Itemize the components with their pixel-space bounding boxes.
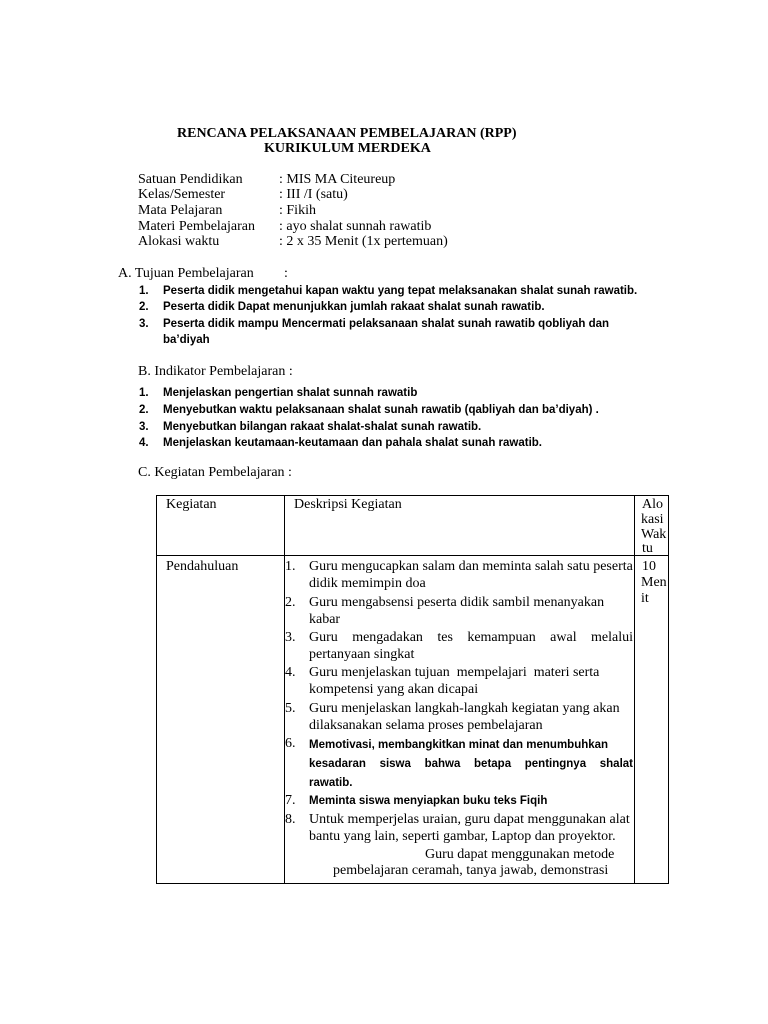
step-text: Guru menjelaskan tujuan mempelajari materi serta	[309, 665, 600, 680]
list-number: 3.	[139, 318, 149, 330]
step-number: 5.	[285, 701, 296, 716]
step-text: pertanyaan singkat	[309, 647, 415, 662]
table-cell-kegiatan: Pendahuluan	[166, 559, 239, 574]
step-number: 1.	[285, 559, 296, 574]
table-cell-alokasi-1: 10	[642, 559, 656, 574]
step-text: bantu yang lain, seperti gambar, Laptop dan proyektor.	[309, 829, 616, 844]
list-number: 2.	[139, 301, 149, 313]
step-text: Guru mengucapkan salam dan meminta salah satu peserta	[309, 559, 633, 574]
info-row-alokasi	[138, 234, 558, 249]
info-row-materi	[138, 219, 558, 234]
step-number: 7.	[285, 793, 296, 808]
step-text: dilaksanakan selama proses pembelajaran	[309, 718, 543, 733]
list-text: Peserta didik mengetahui kapan waktu yang tepat melaksanakan shalat sunah rawatib.	[163, 285, 638, 297]
section-a-heading: A. Tujuan Pembelajaran	[118, 266, 254, 281]
step-text: Untuk memperjelas uraian, guru dapat menggunakan alat	[309, 812, 630, 827]
list-text: Peserta didik Dapat menunjukkan jumlah rakaat shalat sunah rawatib.	[163, 301, 545, 313]
table-step-note: Guru dapat menggunakan metode	[425, 847, 615, 862]
step-text: Guru mengadakan tes kemampuan awal melalui	[309, 630, 633, 645]
step-number: 8.	[285, 812, 296, 827]
list-number: 1.	[139, 285, 149, 297]
info-label: Alokasi waktu	[138, 234, 220, 249]
list-number: 2.	[139, 404, 149, 416]
table-header-alokasi-4: tu	[642, 541, 653, 556]
table-divider	[634, 495, 635, 884]
info-label: Satuan Pendidikan	[138, 172, 243, 187]
step-text: Guru menjelaskan langkah-langkah kegiatan yang akan	[309, 701, 620, 716]
info-row-mapel	[138, 203, 558, 218]
info-value: : ayo shalat sunnah rawatib	[279, 219, 432, 234]
section-c-heading: C. Kegiatan Pembelajaran :	[138, 465, 292, 480]
step-text: kompetensi yang akan dicapai	[309, 682, 479, 697]
table-step-note: pembelajaran ceramah, tanya jawab, demonstrasi	[333, 863, 609, 878]
list-number: 1.	[139, 387, 149, 399]
step-number: 3.	[285, 630, 296, 645]
list-text: Menyebutkan waktu pelaksanaan shalat sunah rawatib (qabliyah dan ba’diyah) .	[163, 404, 599, 416]
step-number: 2.	[285, 595, 296, 610]
list-text: ba’diyah	[163, 334, 210, 346]
step-text: rawatib.	[309, 777, 353, 789]
info-label: Materi Pembelajaran	[138, 219, 256, 234]
info-value: : MIS MA Citeureup	[279, 172, 396, 187]
info-value: : III /I (satu)	[279, 187, 348, 202]
table-header-alokasi-1: Alo	[642, 497, 663, 512]
step-number: 4.	[285, 665, 296, 680]
info-label: Kelas/Semester	[138, 187, 226, 202]
list-text: Menyebutkan bilangan rakaat shalat-shalat sunah rawatib.	[163, 421, 482, 433]
table-row-divider	[156, 555, 669, 556]
list-number: 4.	[139, 437, 149, 449]
table-cell-alokasi-3: it	[641, 591, 649, 606]
table-header-alokasi-3: Wak	[641, 527, 667, 542]
step-text: Memotivasi, membangkitkan minat dan menumbuhkan	[309, 739, 609, 751]
info-value: : 2 x 35 Menit (1x pertemuan)	[279, 234, 448, 249]
info-label: Mata Pelajaran	[138, 203, 223, 218]
list-text: Menjelaskan pengertian shalat sunnah rawatib	[163, 387, 418, 399]
table-header-deskripsi: Deskripsi Kegiatan	[294, 497, 402, 512]
step-number: 6.	[285, 736, 296, 751]
section-a-colon: :	[284, 266, 288, 281]
list-number: 3.	[139, 421, 149, 433]
table-header-kegiatan: Kegiatan	[166, 497, 217, 512]
step-text: kesadaran siswa bahwa betapa pentingnya shalat	[309, 758, 633, 770]
step-text: Meminta siswa menyiapkan buku teks Fiqih	[309, 795, 548, 807]
list-text: Menjelaskan keutamaan-keutamaan dan pahala shalat sunah rawatib.	[163, 437, 542, 449]
table-header-alokasi-2: kasi	[641, 512, 664, 527]
info-row-satuan	[138, 172, 558, 187]
info-value: : Fikih	[279, 203, 316, 218]
section-b-heading: B. Indikator Pembelajaran :	[138, 364, 293, 379]
list-text: Peserta didik mampu Mencermati pelaksanaan shalat sunah rawatib qobliyah dan	[163, 318, 610, 330]
document-title: RENCANA PELAKSANAAN PEMBELAJARAN (RPP)	[177, 126, 517, 141]
document-subtitle: KURIKULUM MERDEKA	[264, 141, 431, 156]
step-text: didik memimpin doa	[309, 576, 426, 591]
info-row-kelas	[138, 187, 558, 202]
table-cell-alokasi-2: Men	[641, 575, 667, 590]
step-text: kabar	[309, 612, 341, 627]
step-text: Guru mengabsensi peserta didik sambil menanyakan	[309, 595, 605, 610]
